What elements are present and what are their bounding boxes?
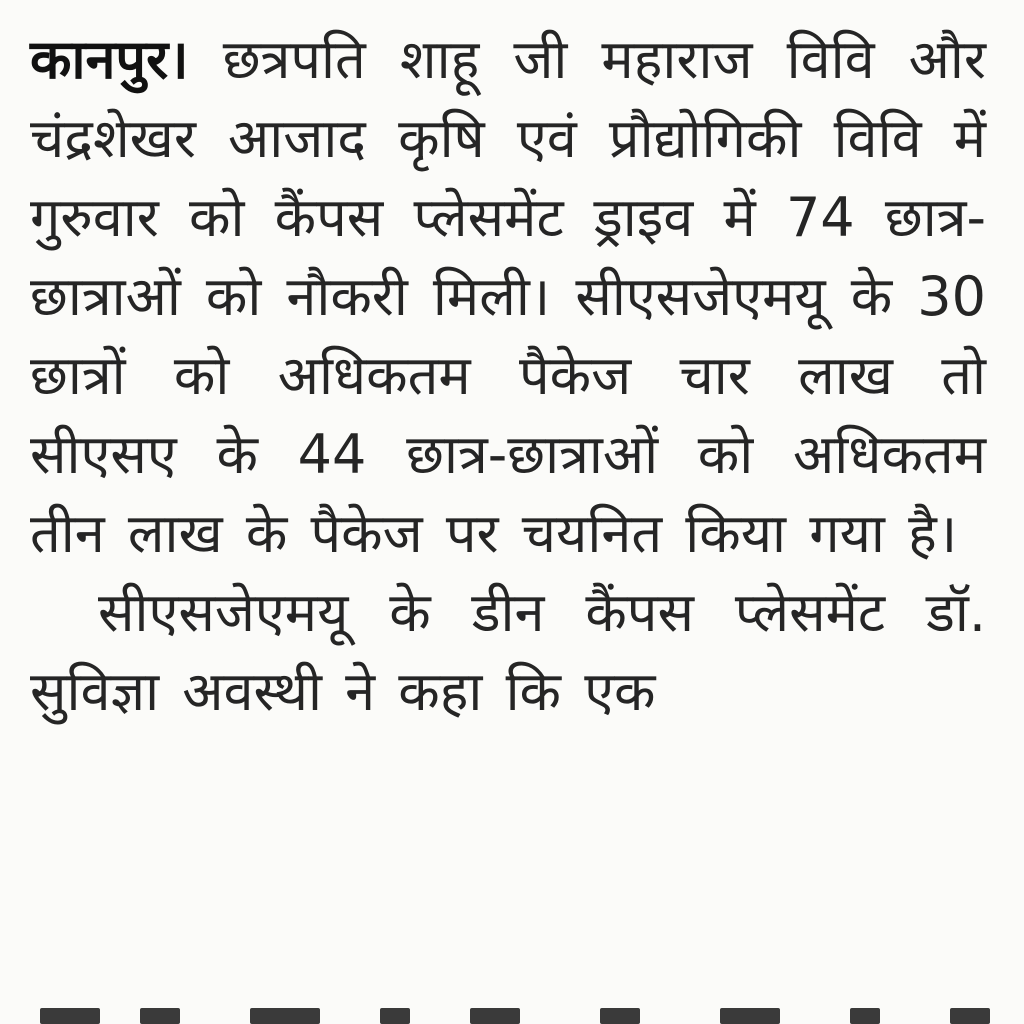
paragraph-2: सीएसजेएमयू के डीन कैंपस प्लेसमेंट डॉ. सुविज्ञा अवस्थी ने कहा कि एक: [30, 581, 986, 723]
cut-off-line-fragments: [0, 1008, 1024, 1024]
article-body: [30, 20, 986, 731]
dateline: कानपुर।: [30, 28, 189, 91]
paragraph-1-text: छत्रपति शाहू जी महाराज विवि और चंद्रशेखर आजाद कृषि एवं प्रौद्योगिकी विवि में गुरुवार को कैंपस प्लेसमेंट ड्राइव में 74 छात्र-छात्राओं को नौकरी मिली। सीएसजेएमयू के 30 छात्रों को अधिकतम पैकेज चार लाख तो सीएसए के 44 छात्र-छात्राओं को अधिकतम तीन लाख के पैकेज पर चयनित किया गया है।: [30, 28, 986, 565]
paragraph-1: [30, 20, 986, 573]
